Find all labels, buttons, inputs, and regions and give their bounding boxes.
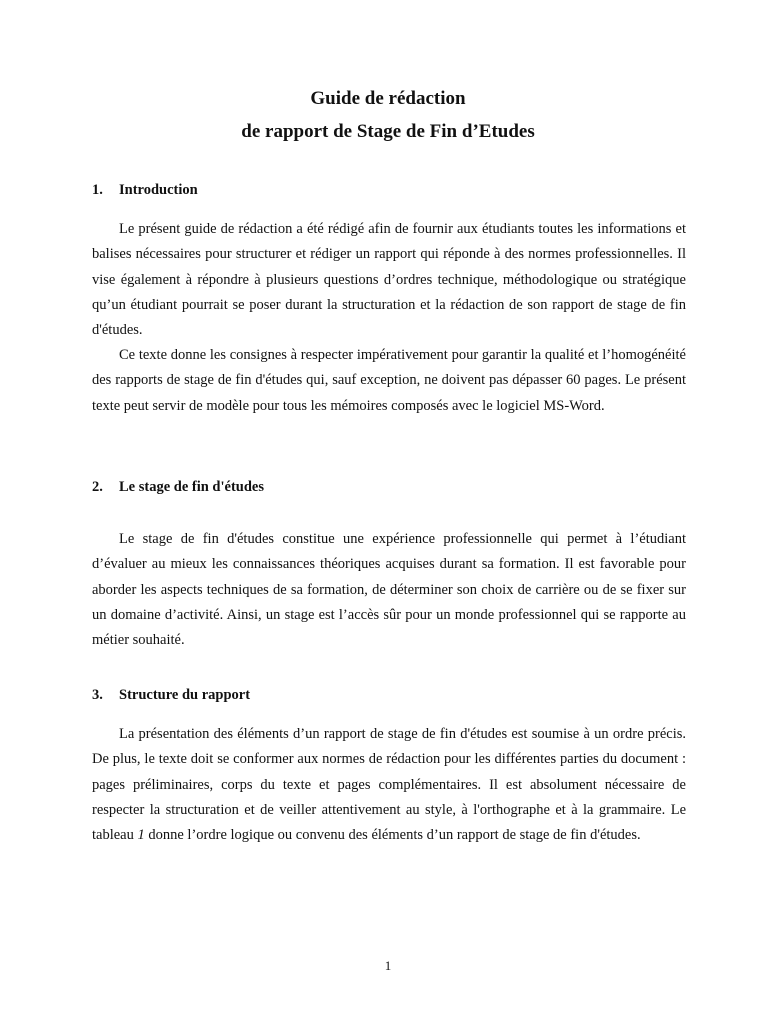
- section-3-paragraph-text: La présentation des éléments d’un rapport de stage de fin d'études est soumise à un ordre précis. De plus, le texte doit se conformer aux normes de rédaction pour les différentes parties du document : pages préliminaires, corps du texte et pages complémentaires. Il est absolument nécessaire de respecter la structuration et de veiller attentivement au style, à l'orthographe et à la grammaire.: [92, 726, 686, 818]
- document-title: [0, 82, 768, 148]
- section-2-title: Le stage de fin d'études: [119, 479, 264, 495]
- section-3-number: 3.: [92, 687, 103, 703]
- title-line-1: Guide de rédaction: [310, 88, 466, 109]
- section-3-heading: [92, 685, 250, 705]
- section-2-paragraph-1: Le stage de fin d'études constitue une expérience professionnelle qui permet à l’étudiant d’évaluer au mieux les connaissances théoriques acquises durant sa formation. Il est favorable pour aborder les aspects techniques de sa formation, de déterminer son choix de carrière ou de se fixer sur un domaine d’activité. Ainsi, un stage est l’accès sûr pour un monde professionnel qui se rapporte au métier souhaité.: [92, 531, 686, 649]
- section-3-title: Structure du rapport: [119, 687, 251, 703]
- section-2-number: 2.: [92, 479, 103, 495]
- section-3-tail-before: Le tableau: [92, 801, 687, 844]
- section-2-heading: [92, 477, 264, 497]
- section-3-paragraph-1: [92, 722, 686, 848]
- page-number: 1: [384, 958, 392, 973]
- section-1-number: 1.: [92, 182, 103, 198]
- section-1-heading: [92, 180, 198, 200]
- title-line-2: de rapport de Stage de Fin d’Etudes: [241, 121, 535, 142]
- section-3-tail-after: donne l’ordre logique ou convenu des éléments d’un rapport de stage de fin d'études.: [144, 827, 641, 844]
- section-1-title: Introduction: [119, 182, 198, 198]
- section-1-paragraph-2: Ce texte donne les consignes à respecter impérativement pour garantir la qualité et l’homogénéité des rapports de stage de fin d'études qui, sauf exception, ne doivent pas dépasser 60 pages. Le présent texte peut servir de modèle pour tous les mémoires composés avec le logiciel MS-Word.: [92, 347, 686, 414]
- table-reference: 1: [137, 827, 145, 844]
- section-1-paragraph-1: Le présent guide de rédaction a été rédigé afin de fournir aux étudiants toutes les informations et balises nécessaires pour structurer et rédiger un rapport qui réponde à des normes professionnelles. Il vise également à répondre à plusieurs questions d’ordres technique, méthodologique ou stratégique qu’un étudiant pourrait se poser durant la structuration et la rédaction de son rapport de stage de fin d'études.: [92, 221, 686, 339]
